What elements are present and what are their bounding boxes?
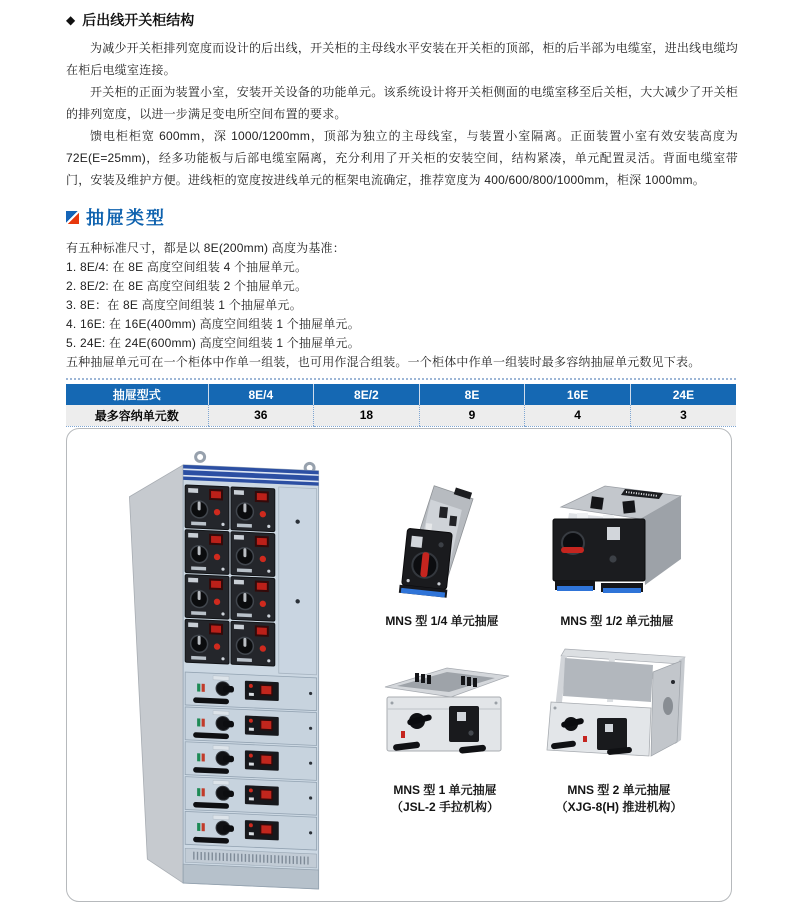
- table-header-cell: 8E/2: [314, 384, 420, 405]
- caption-line: MNS 型 2 单元抽屉: [567, 783, 671, 797]
- drawer-size-item: 4. 16E: 在 16E(400mm) 高度空间组装 1 个抽屉单元。: [66, 317, 360, 331]
- table-header-cell: 抽屉型式: [66, 384, 208, 405]
- drawer-types-heading: [66, 204, 738, 230]
- caption-quarter-unit: [352, 613, 532, 630]
- table-header-row: [66, 384, 736, 405]
- list-closing: 五种抽屉单元可在一个柜体中作单一组装，也可用作混合组装。一个柜体中作单一组装时最多容纳抽屉单元数见下表。: [66, 355, 701, 369]
- drawer-size-item: 1. 8E/4: 在 8E 高度空间组装 4 个抽屉单元。: [66, 260, 308, 274]
- capacity-table: [66, 384, 736, 427]
- drawer-two-unit-photo: [535, 644, 695, 779]
- drawer-quarter-photo: [392, 484, 502, 609]
- caption-line: MNS 型 1/2 单元抽屉: [560, 614, 674, 628]
- caption-subline: （JSL-2 手拉机构）: [390, 800, 499, 814]
- section-marker-icon: [66, 211, 79, 224]
- table-header-cell: 8E/4: [208, 384, 314, 405]
- table-row-label: 最多容纳单元数: [66, 405, 208, 426]
- caption-line: MNS 型 1 单元抽屉: [393, 783, 497, 797]
- drawer-size-item: 2. 8E/2: 在 8E 高度空间组装 2 个抽屉单元。: [66, 279, 308, 293]
- drawer-size-list: [66, 239, 738, 372]
- table-value-cell: 9: [419, 405, 525, 426]
- table-top-dotted-rule: [66, 378, 736, 380]
- drawer-one-unit-photo: [379, 659, 514, 779]
- structure-paragraph: 馈电柜柜宽 600mm，深 1000/1200mm，顶部为独立的主母线室，与装置小室隔离。正面装置小室有效安装高度为 72E(E=25mm)，经多功能板与后部电缆室隔离，充分利用了开关柜的安装空间，结构紧凑，单元配置灵活。背面电缆室带门，安装及维护方便。进线柜的宽度按进线单元的框架电流确定，推荐宽度为 400/600/800/1000mm，柜深 1000mm。: [66, 129, 738, 187]
- caption-line: MNS 型 1/4 单元抽屉: [385, 614, 499, 628]
- table-value-cell: 36: [208, 405, 314, 426]
- product-gallery: [66, 428, 732, 902]
- drawer-size-item: 5. 24E: 在 24E(600mm) 高度空间组装 1 个抽屉单元。: [66, 336, 360, 350]
- caption-two-unit: [529, 782, 709, 816]
- structure-paragraph: 为减少开关柜排列宽度而设计的后出线，开关柜的主母线水平安装在开关柜的顶部，柜的后半部为电缆室，进出线电缆均在柜后电缆室连接。: [66, 41, 738, 77]
- table-header-cell: 24E: [630, 384, 736, 405]
- table-value-cell: 18: [314, 405, 420, 426]
- table-row: [66, 405, 736, 426]
- cabinet-photo: [123, 447, 329, 895]
- table-value-cell: 3: [630, 405, 736, 426]
- diamond-bullet-icon: ◆: [66, 13, 76, 27]
- drawer-types-heading-label: 抽屉类型: [86, 208, 166, 228]
- caption-subline: （XJG-8(H) 推进机构）: [555, 800, 683, 814]
- caption-one-unit: [355, 782, 535, 816]
- structure-paragraph: 开关柜的正面为装置小室，安装开关设备的功能单元。该系统设计将开关柜侧面的电缆室移至后关柜，大大减少了开关柜的排列宽度，以进一步满足变电所空间布置的要求。: [66, 85, 738, 121]
- table-header-cell: 8E: [419, 384, 525, 405]
- table-header-cell: 16E: [525, 384, 631, 405]
- structure-heading-label: 后出线开关柜结构: [82, 12, 195, 28]
- list-intro: 有五种标准尺寸，都是以 8E(200mm) 高度为基准：: [66, 241, 345, 255]
- drawer-half-photo: [545, 479, 695, 604]
- text-column: [66, 0, 738, 427]
- caption-half-unit: [527, 613, 707, 630]
- drawer-size-item: 3. 8E：在 8E 高度空间组装 1 个抽屉单元。: [66, 298, 302, 312]
- structure-heading: [66, 10, 738, 30]
- table-value-cell: 4: [525, 405, 631, 426]
